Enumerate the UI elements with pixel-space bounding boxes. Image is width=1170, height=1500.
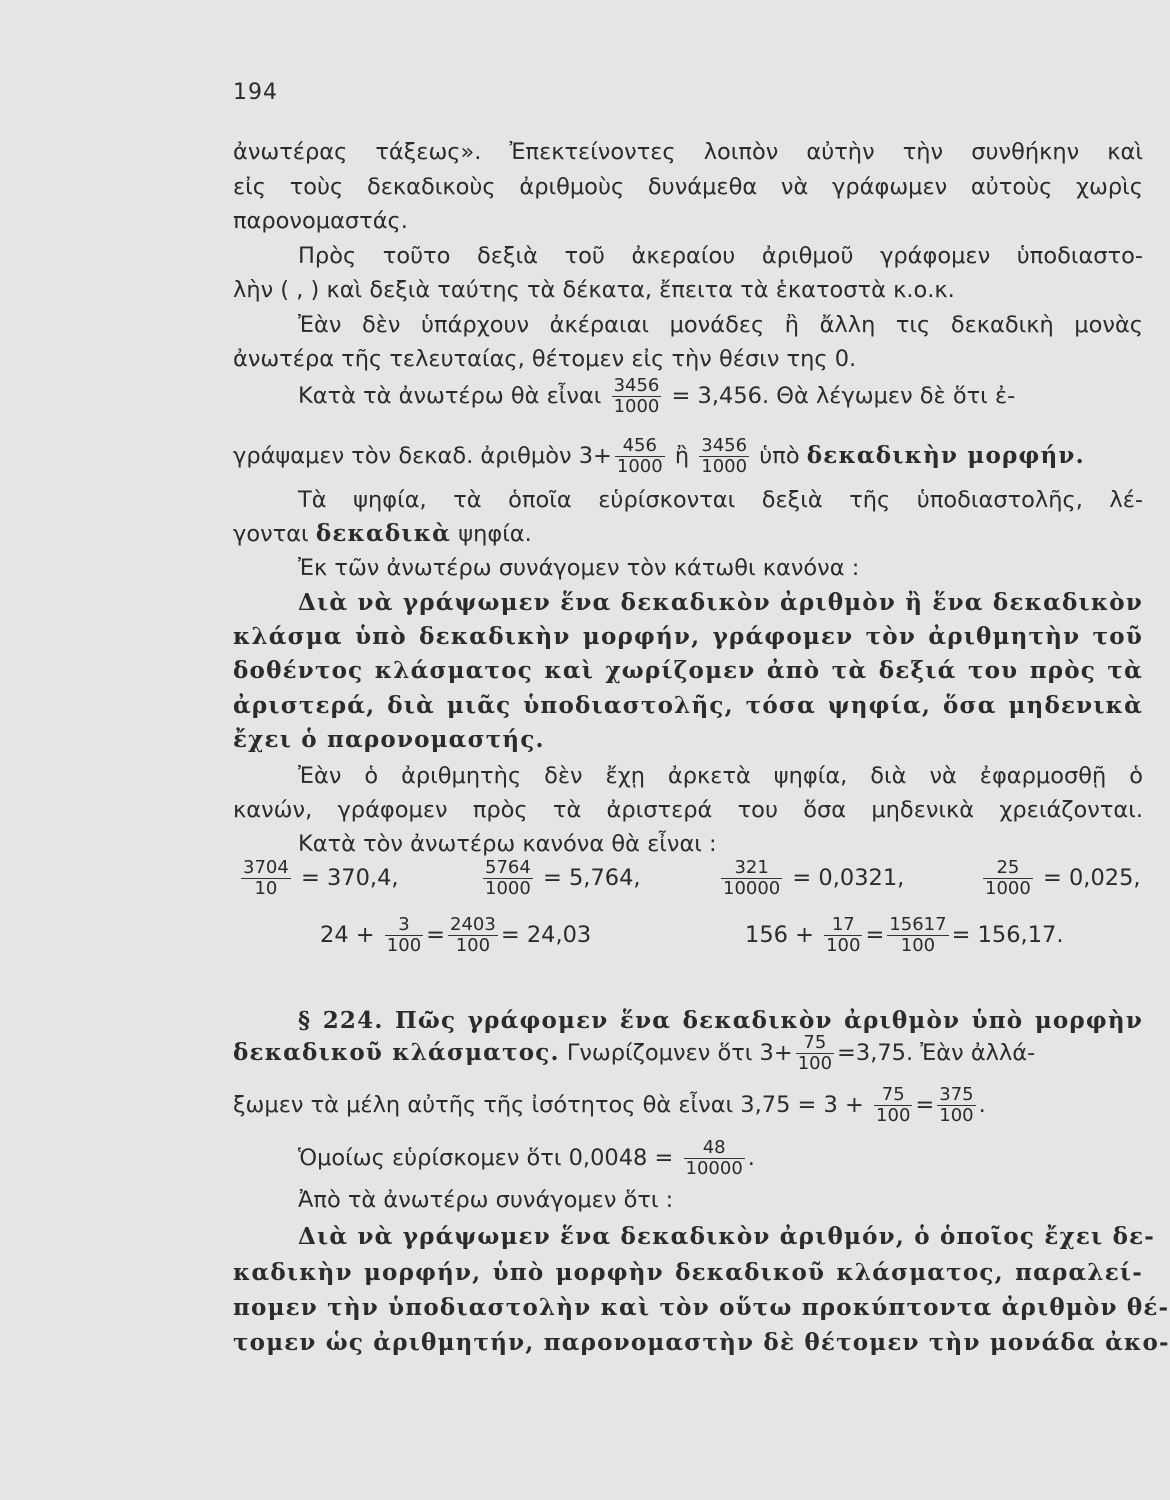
numerator: 456 xyxy=(622,435,657,456)
text-line xyxy=(233,436,1143,477)
fraction xyxy=(699,436,749,477)
numerator: 2403 xyxy=(450,914,496,935)
numerator: 3704 xyxy=(243,857,289,878)
equation xyxy=(320,915,591,956)
rule-line: δοθέντος κλάσματος καὶ χωρίζομεν ἀπὸ τὰ δεξιά του πρὸς τὰ xyxy=(233,657,1143,684)
numerator: 321 xyxy=(734,857,769,878)
text-line: εἰς τοὺς δεκαδικοὺς ἀριθμοὺς δυνάμεθα νὰ γράφωμεν αὐτοὺς χωρὶς xyxy=(233,174,1143,200)
text-line xyxy=(233,517,1143,551)
denominator: 10000 xyxy=(723,878,781,899)
text-line: λὴν ( , ) καὶ δεξιὰ ταύτης τὰ δέκατα, ἔπειτα τὰ ἑκατοστὰ κ.ο.κ. xyxy=(233,277,955,303)
equation xyxy=(480,858,641,899)
rule-line: τομεν ὡς ἀριθμητήν, παρονομαστὴν δὲ θέτομεν τὴν μονάδα ἀκο- xyxy=(233,1329,1170,1356)
section-heading: § 224. Πῶς γράφομεν ἕνα δεκαδικὸν ἀριθμὸν ὑπὸ μορφὴν xyxy=(298,1007,1143,1034)
denominator: 10 xyxy=(241,878,291,899)
text-line: παρονομαστάς. xyxy=(233,208,408,234)
fraction xyxy=(385,915,423,956)
denominator: 100 xyxy=(797,1053,833,1074)
text-line xyxy=(298,1138,1143,1179)
text-span: ψηφία. xyxy=(458,521,532,547)
text-line xyxy=(298,376,1143,417)
numerator: 75 xyxy=(803,1032,827,1053)
text-line: Ἐὰν δὲν ὑπάρχουν ἀκέραιαι μονάδες ἢ ἄλλη τις δεκαδικὴ μονὰς xyxy=(298,312,1143,338)
equation-result: = 156,17. xyxy=(951,922,1064,948)
fraction xyxy=(874,1085,912,1126)
text-line: Ἐκ τῶν ἀνωτέρω συνάγομεν τὸν κάτωθι κανόνα : xyxy=(298,555,860,581)
rule-line: κλάσμα ὑπὸ δεκαδικὴν μορφήν, γράφομεν τὸν ἀριθμητὴν τοῦ xyxy=(233,623,1143,650)
numerator: 17 xyxy=(831,914,855,935)
equation xyxy=(718,858,904,899)
text-line xyxy=(233,1033,1143,1074)
denominator: 1000 xyxy=(985,878,1031,899)
denominator: 100 xyxy=(939,1105,974,1126)
numerator: 375 xyxy=(939,1084,974,1105)
text-span: . xyxy=(747,1145,755,1171)
text-line: Τὰ ψηφία, τὰ ὁποῖα εὑρίσκονται δεξιὰ τῆς ὑποδιαστολῆς, λέ- xyxy=(298,487,1143,513)
numerator: 3456 xyxy=(613,375,660,396)
text-span: Γνωρίζομνεν ὅτι 3+ xyxy=(566,1040,793,1066)
fraction xyxy=(615,436,665,477)
denominator: 100 xyxy=(876,1105,911,1126)
equation xyxy=(980,858,1141,899)
equation-term: 156 + xyxy=(745,922,814,948)
text-span: Κατὰ τὰ ἀνωτέρω θὰ εἶναι xyxy=(298,383,602,409)
equation-term: 24 + xyxy=(320,922,375,948)
numerator: 15617 xyxy=(889,914,947,935)
text-line: Πρὸς τοῦτο δεξιὰ τοῦ ἀκεραίου ἀριθμοῦ γράφομεν ὑποδιαστο- xyxy=(298,243,1143,269)
equals-sign: = xyxy=(426,922,446,948)
denominator: 1000 xyxy=(613,396,660,417)
rule-line: Διὰ νὰ γράψωμεν ἕνα δεκαδικὸν ἀριθμόν, ὁ ὁποῖος ἔχει δε- xyxy=(298,1223,1156,1250)
numerator: 48 xyxy=(702,1137,726,1158)
fraction xyxy=(937,1085,975,1126)
equals-sign: = xyxy=(865,922,885,948)
section-heading-end: δεκαδικοῦ κλάσματος. xyxy=(233,1039,560,1066)
page-number: 194 xyxy=(233,80,278,105)
rule-line: ἀριστερά, διὰ μιᾶς ὑποδιαστολῆς, τόσα ψηφία, ὅσα μηδενικὰ xyxy=(233,692,1143,719)
equation xyxy=(238,858,399,899)
equation xyxy=(745,915,1063,956)
numerator: 5764 xyxy=(485,857,531,878)
text-span: = 3,456. Θὰ λέγωμεν δὲ ὅτι ἐ- xyxy=(671,383,1016,409)
equation-result: = 5,764, xyxy=(542,865,641,891)
numerator: 75 xyxy=(881,1084,905,1105)
fraction xyxy=(824,915,862,956)
text-line: Ἐὰν ὁ ἀριθμητὴς δὲν ἔχῃ ἀρκετὰ ψηφία, διὰ νὰ ἐφαρμοσθῇ ὁ xyxy=(298,763,1143,789)
fraction xyxy=(887,915,948,956)
equation-result: = 24,03 xyxy=(500,922,592,948)
rule-line: ἔχει ὁ παρονομαστής. xyxy=(233,726,545,753)
denominator: 100 xyxy=(826,935,861,956)
fraction xyxy=(684,1138,745,1179)
fraction xyxy=(612,376,662,417)
text-line: ἀνωτέρα τῆς τελευταίας, θέτομεν εἰς τὴν θέσιν της 0. xyxy=(233,346,857,372)
fraction xyxy=(796,1033,834,1074)
text-line xyxy=(233,1085,1143,1126)
text-span: ξωμεν τὰ μέλη αὐτῆς τῆς ἰσότητος θὰ εἶναι 3,75 = 3 + xyxy=(233,1092,864,1118)
rule-line: πομεν τὴν ὑποδιαστολὴν καὶ τὸν οὕτω προκύπτοντα ἀριθμὸν θέ- xyxy=(233,1294,1170,1321)
denominator: 10000 xyxy=(685,1158,743,1179)
equation-result: = 0,0321, xyxy=(792,865,905,891)
numerator: 25 xyxy=(996,857,1020,878)
fraction xyxy=(483,858,533,899)
text-span: =3,75. Ἐὰν ἀλλά- xyxy=(837,1040,1036,1066)
denominator: 1000 xyxy=(485,878,531,899)
rule-line: Διὰ νὰ γράψωμεν ἕνα δεκαδικὸν ἀριθμὸν ἢ ἕνα δεκαδικὸν xyxy=(298,589,1143,616)
text-line: κανών, γράφομεν πρὸς τὰ ἀριστερά του ὅσα μηδενικὰ χρειάζονται. xyxy=(233,797,1143,823)
denominator: 1000 xyxy=(701,456,748,477)
denominator: 1000 xyxy=(616,456,663,477)
text-span: Ὁμοίως εὑρίσκομεν ὅτι 0,0048 = xyxy=(298,1145,674,1171)
fraction xyxy=(983,858,1033,899)
text-span: γράψαμεν τὸν δεκαδ. ἀριθμὸν 3+ xyxy=(233,443,612,469)
fraction xyxy=(241,858,291,899)
text-line: Κατὰ τὸν ἀνωτέρω κανόνα θὰ εἶναι : xyxy=(298,831,717,857)
equation-result: = 370,4, xyxy=(300,865,399,891)
text-line: ἀνωτέρας τάξεως». Ἐπεκτείνοντες λοιπὸν αὐτὴν τὴν συνθήκην καὶ xyxy=(233,139,1143,165)
denominator: 100 xyxy=(887,935,948,956)
text-line: Ἀπὸ τὰ ἀνωτέρω συνάγομεν ὅτι : xyxy=(298,1187,674,1213)
bold-term: δεκαδικὰ xyxy=(315,520,452,547)
fraction xyxy=(448,915,498,956)
denominator: 100 xyxy=(386,935,422,956)
equals-sign: = xyxy=(915,1092,935,1118)
fraction xyxy=(721,858,782,899)
text-span: ὑπὸ xyxy=(759,443,800,469)
bold-term: δεκαδικὴν μορφήν. xyxy=(806,442,1085,469)
denominator: 100 xyxy=(448,935,498,956)
text-span: ἢ xyxy=(674,443,690,469)
text-span: γονται xyxy=(233,521,309,547)
rule-line: καδικὴν μορφήν, ὑπὸ μορφὴν δεκαδικοῦ κλάσματος, παραλεί- xyxy=(233,1259,1143,1286)
text-span: . xyxy=(978,1092,986,1118)
numerator: 3456 xyxy=(701,435,748,456)
equation-result: = 0,025, xyxy=(1042,865,1141,891)
numerator: 3 xyxy=(398,914,410,935)
